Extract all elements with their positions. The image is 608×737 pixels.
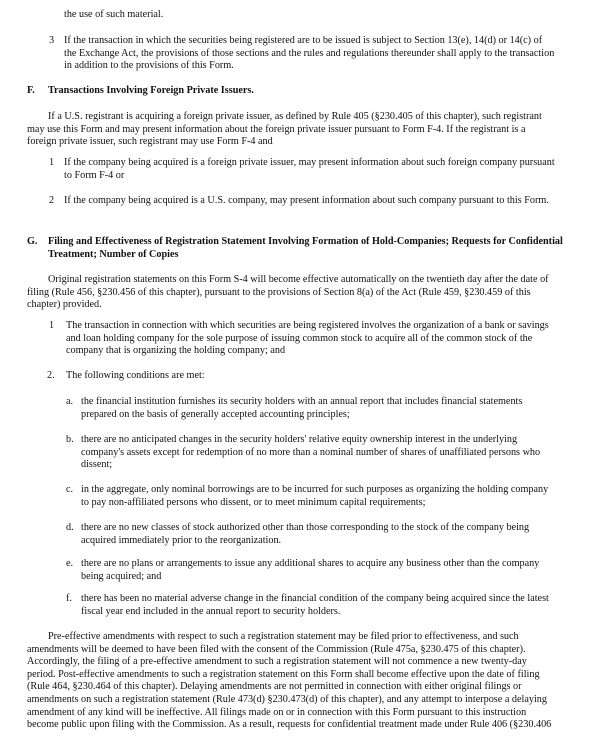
section-marker: G. (27, 236, 38, 247)
text-line: If the transaction in which the securities being registered are to be issued is subject to Section 13(e), 14(d) or 14(c) of (64, 35, 543, 46)
text-line: period. Post-effective amendments to such a registration statement on this Form shall become effective upon the date of filing (27, 668, 540, 680)
list-marker: e. (66, 558, 74, 569)
condition-b-body (81, 434, 540, 472)
section-f-item-2-body (64, 195, 549, 208)
condition-c-marker (66, 484, 73, 497)
text-line: may use this Form and may present information about the foreign private issuer pursuant to Form F-4. If the registrant is a (27, 123, 526, 135)
section-f-title (48, 85, 254, 98)
section-g-marker (27, 236, 37, 249)
text-line: (Rule 464, §230.464 of this chapter). Delaying amendments are not permitted in connection with either original filings or (27, 681, 522, 693)
list-marker: b. (66, 434, 74, 445)
text-line: become public upon filing with the Commission. As a result, requests for confidential treatment made under Rule 406 (§230.406 (27, 719, 552, 731)
section-f-item-1-body (64, 157, 555, 182)
section-g-item-2-body (66, 370, 205, 383)
section-title: Transactions Involving Foreign Private Issuers. (48, 85, 254, 96)
condition-c-body (81, 484, 548, 509)
list-marker: 1 (49, 320, 55, 331)
condition-d-body (81, 522, 529, 547)
section-g-item-1-body (66, 320, 549, 358)
section-title-line: Filing and Effectiveness of Registration Statement Involving Formation of Hold-Companies; Requests for Confidential (48, 236, 563, 247)
section-f-item-1-marker (49, 157, 54, 170)
list-item-3 (49, 35, 54, 48)
text-line: amendments will be deemed to have been filed with the consent of the Commission (Rule 475a, §230.475 of this chapter). (27, 643, 526, 655)
text-line: to pay non-affiliated persons who dissent, or to meet minimum capital requirements; (81, 496, 426, 508)
condition-a-marker (66, 396, 73, 409)
text-line: The transaction in connection with which securities are being registered involves the organization of a bank or savings (66, 320, 549, 331)
text-line: dissent; (81, 459, 113, 471)
list-marker: a. (66, 396, 74, 407)
text-line: amendment of any kind will be ineffective. All filings made on or in connection with this Form pursuant to this instruction (27, 706, 527, 718)
text-line: If a U.S. registrant is acquiring a foreign private issuer, as defined by Rule 405 (§230.405 of this chapter), such registrant (48, 111, 542, 122)
condition-f-marker (66, 593, 72, 606)
section-g-closing-paragraph (27, 631, 551, 732)
text-line: there are no plans or arrangements to issue any additional shares to acquire any business other than the company (81, 558, 540, 569)
list-item-3-body (64, 35, 554, 73)
text-line: the financial institution furnishes its security holders with an annual report that includes financial statements (81, 396, 523, 407)
text-line: fiscal year end included in the annual report to security holders. (81, 605, 341, 617)
text-line: there has been no material adverse change in the financial condition of the company being acquired since the latest (81, 593, 549, 604)
text-line: the use of such material. (64, 9, 164, 20)
list-marker: c. (66, 484, 74, 495)
text-line: and loan holding company for the sole purpose of issuing common stock to acquire all of the common stock of the (66, 332, 533, 344)
text-line: there are no anticipated changes in the security holders' relative equity ownership interest in the underlying (81, 434, 518, 445)
text-line: to Form F-4 or (64, 169, 125, 181)
text-line: prepared on the basis of generally accepted accounting principles; (81, 408, 350, 420)
text-line: If the company being acquired is a foreign private issuer, may present information about such foreign company pursuant (64, 157, 555, 168)
text-line: there are no new classes of stock authorized other than those corresponding to the stock of the company being (81, 522, 530, 533)
text-line: The following conditions are met: (66, 370, 205, 381)
list-marker: 3 (49, 35, 55, 46)
text-line: in the aggregate, only nominal borrowings are to be incurred for such purposes as organizing the holding company (81, 484, 549, 495)
condition-f-body (81, 593, 549, 618)
text-line: Original registration statements on this Form S-4 will become effective automatically on the twentieth day after the date of (48, 274, 549, 285)
condition-e-body (81, 558, 539, 583)
text-line: If the company being acquired is a U.S. company, may present information about such company pursuant to this Form. (64, 195, 549, 206)
text-line: the Exchange Act, the provisions of those sections and the rules and regulations thereunder shall apply to the transaction (64, 47, 555, 59)
continuation-text (64, 9, 163, 22)
text-line: company's assets except for redemption of no more than a nominal number of shares of unaffiliated persons who (81, 446, 541, 458)
section-title-line: Treatment; Number of Copies (48, 248, 179, 260)
condition-d-marker (66, 522, 74, 535)
list-marker: 2 (49, 195, 55, 206)
list-marker: d. (66, 522, 74, 533)
section-g-title (48, 236, 563, 261)
section-f-item-2-marker (49, 195, 54, 208)
section-g-intro (27, 274, 549, 312)
condition-a-body (81, 396, 522, 421)
text-line: Pre-effective amendments with respect to such a registration statement may be filed prior to effectiveness, and such (48, 631, 519, 642)
text-line: filing (Rule 456, §230.456 of this chapter), pursuant to the provisions of Section 8(a) of the Act (Rule 459, §230.459 of this (27, 286, 531, 298)
text-line: company that is organizing the holding company; and (66, 345, 286, 357)
section-f-intro (27, 111, 542, 149)
text-line: in addition to the provisions of this Form. (64, 60, 234, 72)
text-line: being acquired; and (81, 570, 162, 582)
list-marker: f. (66, 593, 72, 604)
text-line: Accordingly, the filing of a pre-effective amendment to such a registration statement will not commence a new twenty-day (27, 656, 527, 668)
text-line: chapter) provided. (27, 299, 102, 311)
list-marker: 1 (49, 157, 55, 168)
condition-b-marker (66, 434, 74, 447)
section-g-item-1-marker (49, 320, 54, 333)
section-f-marker (27, 85, 35, 98)
text-line: amendments on such a registration statement (Rule 473(d) §230.473(d) of this chapter), and any attempt to interpose a delaying (27, 693, 547, 705)
section-marker: F. (27, 85, 35, 96)
text-line: foreign private issuer, such registrant may use Form F-4 and (27, 136, 273, 148)
condition-e-marker (66, 558, 73, 571)
section-g-item-2-marker (47, 370, 55, 383)
text-line: acquired immediately prior to the reorganization. (81, 534, 282, 546)
list-marker: 2. (47, 370, 55, 381)
